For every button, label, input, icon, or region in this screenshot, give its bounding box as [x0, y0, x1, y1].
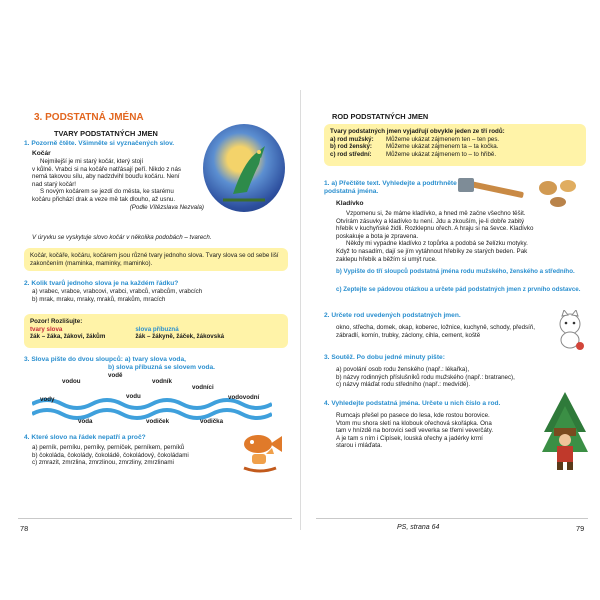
pozor-box: [24, 314, 288, 348]
wave-word: vodička: [200, 418, 224, 425]
task3-item: c) názvy mláďat rodu středního (např.: medvídě).: [336, 381, 471, 389]
task1-heading: 1. Pozorně čtěte. Všimněte si vyznačených slov.: [24, 140, 175, 147]
task4-line: tam v hnízdě na borovici sedí veverka se třemi veverčáty.: [336, 427, 494, 435]
definition-text: Kočár, kočáře, kočáru, kočárem jsou různé tvary jednoho slova. Tvary slova se od sebe liší zakončením (maminka, maminky, maminko).: [30, 252, 279, 267]
pozor-col2-heading: slova příbuzná: [135, 325, 179, 333]
story-line: Vzpomenu si, že máme kladívko, a hned mě začne všechno těšit.: [346, 210, 526, 217]
footer-rule-right: [316, 518, 588, 519]
task1-b: b) Vypište do tří sloupců podstatná jména rodu mužského, ženského a středního.: [336, 268, 575, 275]
task3-heading: 3. Slova pište do dvou sloupců: a) tvary slova voda,: [24, 356, 186, 363]
task2-item: b) mrak, mraku, mraky, mraků, mrakům, mracích: [32, 295, 166, 303]
task2-text: okno, střecha, domek, okap, koberec, ložnice, kuchyně, schody, předsíň, zábradlí, komín, trubky, záclony, cihla, cement, koště: [336, 324, 536, 339]
story-title: Kladívko: [336, 200, 364, 207]
task3-item: b) názvy rodinných příslušníků rodu mužského (např.: bratranec),: [336, 373, 515, 381]
page-gutter: [300, 90, 301, 530]
wave-word: vodou: [62, 378, 81, 385]
task1-c: c) Zeptejte se pádovou otázkou a určete pád podstatných jmen z prvního odstavce.: [336, 286, 581, 293]
task4-line: Rumcajs přešel po pasece do lesa, kde rostou borovice.: [336, 412, 490, 419]
task4-text: [336, 412, 546, 450]
wave-word: voda: [78, 418, 93, 425]
story-line: zaklepu hřebík a běžím si umýt ruce.: [336, 255, 437, 263]
question-text: V úryvku se vyskytuje slovo kočár v několika podobách – tvarech.: [32, 234, 212, 241]
footer-rule-left: [18, 518, 292, 519]
dragon-icon: [203, 124, 285, 212]
poem-line: v kůlně. Vrabci si na kočáře natřásají peří. Nikdo z nás: [32, 165, 182, 173]
poem-line: nemá takovou sílu, aby nadzdvihl bouďu kočáru. Není: [32, 173, 180, 181]
rod-text: Můžeme ukázat zájmenem ten – ten pes.: [386, 135, 500, 143]
story-line: Otvírám zásuvky a kladívko tu není. Jdu a zkouším, je-li dobře zabitý: [336, 217, 525, 225]
wave-word: vodník: [152, 378, 172, 385]
pozor-heading: Pozor! Rozlišujte:: [30, 318, 83, 325]
page-number-right: 79: [576, 524, 585, 533]
definition-box: [24, 248, 288, 271]
task2-heading: 2. Určete rod uvedených podstatných jmen.: [324, 312, 461, 319]
rod-intro: Tvary podstatných jmen vyjadřují obvykle jeden ze tří rodů:: [330, 128, 505, 135]
wave-word: vodovodní: [228, 394, 260, 401]
wave-illustration: [32, 372, 272, 428]
poem-line: kočáru přichází drak a veze mě tak dlouho, až usnu.: [32, 195, 176, 203]
poem-title: Kočár: [32, 150, 51, 157]
poem-source: (Podle Vítězslava Nezvala): [129, 203, 204, 211]
poem-line: nad starý kočár!: [32, 180, 77, 188]
task4-line: Vtom mu shora sletí na klobouk ořechová skořápka. Ona: [336, 419, 492, 427]
wave-word: vodě: [108, 372, 123, 379]
story-line: Někdy mi vypadne kladívko z topůrka a podobá se želízku motyky.: [346, 240, 528, 248]
wave-word: vodníci: [192, 384, 214, 391]
page-number-left: 78: [20, 524, 29, 533]
wave-word: vodiček: [146, 418, 170, 425]
gingerbread-icon: [236, 432, 288, 476]
rod-label: c) rod střední:: [330, 150, 372, 158]
story-line: Když to nasadím, dají se jím vytáhnout hřebíky ze starých beden. Pak: [336, 247, 528, 255]
task4-line: starou i mláďata.: [336, 442, 383, 450]
workbook-reference: PS, strana 64: [397, 524, 440, 531]
task3-heading-b: b) slova příbuzná se slovem voda.: [108, 364, 215, 371]
task4-heading: 4. Vyhledejte podstatná jména. Určete u nich číslo a rod.: [324, 400, 501, 407]
rumcajs-illustration-icon: [542, 392, 588, 472]
left-page: [18, 96, 292, 526]
task4-item: c) zmrazit, zmrzlina, zmrzlinou, zmrzliny, zmrzlinami: [32, 459, 174, 467]
right-page: [316, 96, 588, 526]
task3-heading: 3. Soutěž. Po dobu jedné minuty pište:: [324, 354, 445, 361]
poem-line: S novým kočárem se jezdí do města, ke starému: [40, 188, 174, 196]
pozor-col1-heading: tvary slova: [30, 325, 63, 333]
rod-text: Můžeme ukázat zájmenem ta – ta kočka.: [386, 143, 499, 151]
pozor-col1-text: žák – žáka, žákovi, žákům: [30, 333, 106, 341]
task1-heading: 1. a) Přečtěte text. Vyhledejte a podtrhněte podstatná jména.: [324, 180, 457, 195]
chapter-title: 3. PODSTATNÁ JMÉNA: [34, 112, 144, 123]
dragon-painting: [203, 124, 285, 212]
task4-line: A je tam s ním i Cipísek, louská ořechy a jadérky krmí: [336, 434, 483, 442]
rod-label: a) rod mužský:: [330, 135, 374, 143]
story-text: [336, 210, 586, 263]
task3-item: a) povolání osob rodu ženského (např.: lékařka),: [336, 366, 470, 373]
rod-text: Můžeme ukázat zájmenem to – to hřibě.: [386, 150, 497, 158]
poem-text: [32, 158, 204, 211]
task2-item: a) vrabec, vrabce, vrabcovi, vrabci, vrabců, vrabcům, vrabcích: [32, 288, 203, 295]
cat-icon: [552, 310, 588, 350]
wave-word: vody: [40, 396, 55, 403]
rod-label: b) rod ženský:: [330, 143, 372, 151]
task2-heading: 2. Kolik tvarů jednoho slova je na každém řádku?: [24, 280, 179, 287]
section-title: ROD PODSTATNÝCH JMEN: [332, 112, 429, 121]
story-line: poskakuje a bota je zpravena.: [336, 232, 419, 240]
section-subtitle: TVARY PODSTATNÝCH JMEN: [54, 129, 158, 138]
hammer-icon: [456, 176, 586, 212]
task4-item: b) čokoláda, čokolády, čokoládě, čokoládový, čokoládami: [32, 451, 189, 459]
task4-heading: 4. Které slovo na řádek nepatří a proč?: [24, 434, 146, 441]
rod-box: [324, 124, 586, 166]
story-line: hřebík v kuchyňské židli. Rozklepnu ořech. A hraju si na ševce. Kladívko: [336, 225, 534, 233]
pozor-col2-text: žák – žákyně, žáček, žákovská: [135, 333, 225, 341]
task3-list: [336, 366, 576, 389]
task4-item: a) perník, perníku, perníky, perníček, perníkem, perníků: [32, 444, 185, 451]
poem-line: Nejmilejší je mi starý kočár, který stojí: [40, 158, 144, 165]
wave-word: vodu: [126, 393, 141, 400]
